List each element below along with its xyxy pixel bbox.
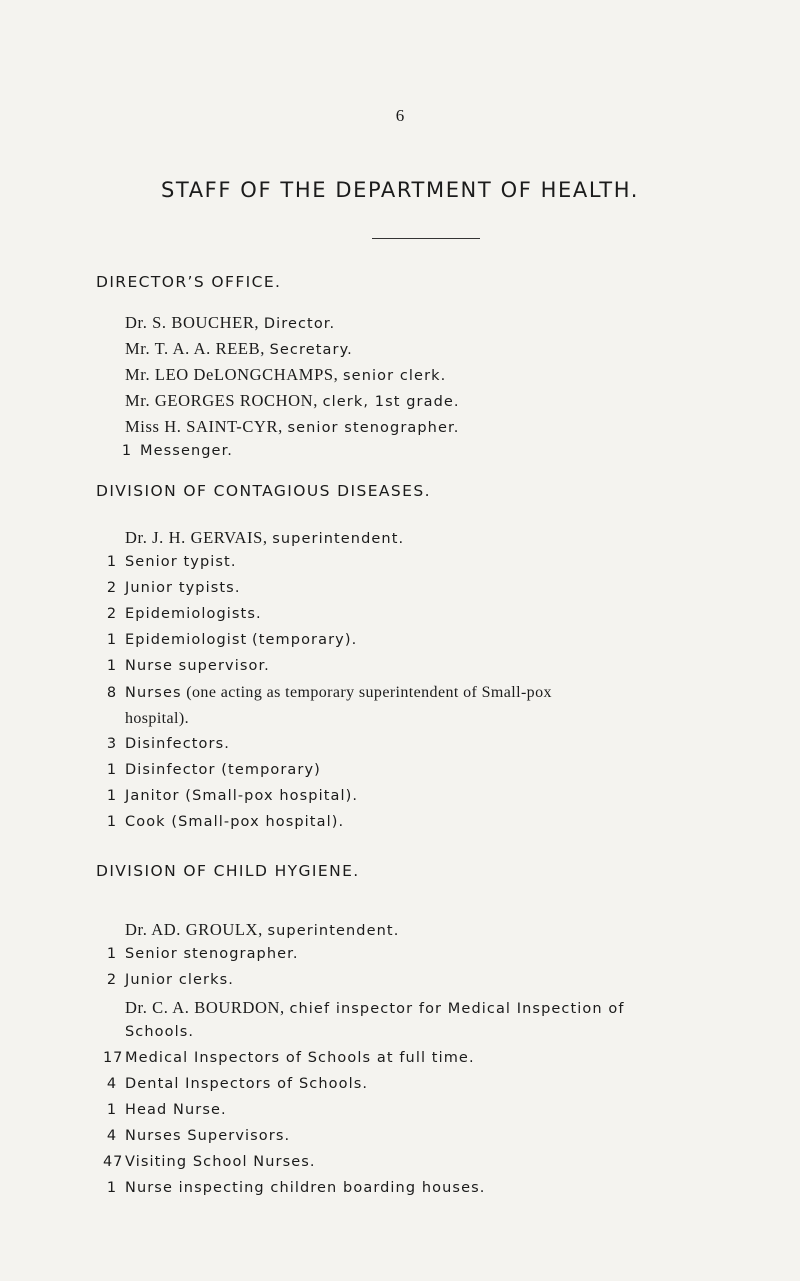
staff-line [125,998,625,1024]
staff-line [103,972,234,998]
staff-line [125,417,459,443]
staff-role: Dental Inspectors of Schools. [125,1076,369,1092]
staff-count: 2 [106,972,117,988]
staff-count: 1 [106,1180,117,1196]
staff-line [103,788,358,814]
staff-role: Nurse inspecting children boarding houses. [125,1180,486,1196]
staff-line [103,1154,316,1180]
staff-line-continuation [125,710,189,736]
staff-line [125,528,404,554]
staff-name: Miss H. SAINT-CYR, [125,417,283,436]
staff-line [103,1050,475,1076]
staff-name: Dr. J. H. GERVAIS, [125,528,268,547]
staff-name: Dr. S. BOUCHER, [125,313,260,332]
staff-line [103,1102,227,1128]
staff-line [125,313,335,339]
staff-line [125,920,399,946]
staff-role-continuation: hospital). [125,710,189,727]
staff-role: Director. [263,316,336,332]
staff-role-note: (temporary). [251,632,358,648]
staff-count: 1 [106,788,117,804]
staff-role: clerk, 1st grade. [322,394,460,410]
staff-role: Medical Inspectors of Schools at full time. [125,1050,475,1066]
staff-count: 8 [106,685,117,701]
page-number: 6 [395,106,405,125]
staff-count: 1 [106,554,117,570]
staff-role: superintendent. [272,531,405,547]
staff-count: 2 [106,606,117,622]
staff-name: Mr. LEO DeLONGCHAMPS, [125,365,339,384]
staff-name: Mr. GEORGES ROCHON, [125,391,318,410]
staff-role: Janitor (Small-pox hospital). [125,788,359,804]
staff-role: Nurse supervisor. [125,658,270,674]
staff-line [103,684,552,710]
staff-line [103,1180,485,1206]
staff-role: Cook (Small-pox hospital). [125,814,345,830]
staff-role: Visiting School Nurses. [125,1154,316,1170]
staff-role: senior stenographer. [287,420,460,436]
staff-role-continuation: Schools. [125,1024,195,1040]
staff-role: Head Nurse. [125,1102,227,1118]
staff-line [103,814,344,840]
staff-line [103,736,230,762]
staff-role: Epidemiologist [125,632,248,648]
staff-count: 3 [106,736,117,752]
section-heading-contagious-diseases: DIVISION OF CONTAGIOUS DISEASES. [96,482,431,500]
staff-line [125,365,446,391]
page-title: STAFF OF THE DEPARTMENT OF HEALTH. [160,178,640,203]
staff-line [103,580,241,606]
section-heading-directors-office: DIRECTOR’S OFFICE. [96,273,282,291]
staff-line [103,946,299,972]
staff-role: Epidemiologists. [125,606,262,622]
staff-count: 1 [106,632,117,648]
staff-line [103,1076,368,1102]
staff-count: 1 [106,762,117,778]
staff-count: 1 [106,946,117,962]
staff-line [103,632,357,658]
staff-name: Mr. T. A. A. REEB, [125,339,265,358]
staff-role: Senior stenographer. [125,946,299,962]
staff-role-note: (one acting as temporary superintendent of Small-pox [186,684,552,701]
staff-role: Nurses [125,685,182,701]
staff-count: 1 [106,814,117,830]
staff-role: chief inspector for Medical Inspection of [289,1001,625,1017]
staff-count: 1 [106,658,117,674]
staff-role: superintendent. [267,923,400,939]
staff-line [103,554,237,580]
title-divider [372,238,480,239]
staff-name: Dr. C. A. BOURDON, [125,998,285,1017]
staff-role: Junior typists. [125,580,241,596]
staff-name: Dr. AD. GROULX, [125,920,263,939]
staff-role: Secretary. [269,342,353,358]
staff-role: senior clerk. [343,368,447,384]
staff-count: 4 [106,1128,117,1144]
staff-role: Senior typist. [125,554,237,570]
staff-line [125,339,353,365]
staff-role: Disinfector (temporary) [125,762,321,778]
staff-count: 1 [121,443,132,459]
staff-count: 47 [103,1154,124,1170]
staff-role: Junior clerks. [125,972,234,988]
staff-line [118,443,233,469]
staff-role: Nurses Supervisors. [125,1128,291,1144]
staff-line [103,606,262,632]
staff-count: 2 [106,580,117,596]
staff-line [103,1128,290,1154]
staff-line [103,658,270,684]
staff-count: 4 [106,1076,117,1092]
section-heading-child-hygiene: DIVISION OF CHILD HYGIENE. [96,862,360,880]
staff-count: 1 [106,1102,117,1118]
staff-line [125,391,460,417]
staff-role: Disinfectors. [125,736,230,752]
staff-line [103,762,321,788]
staff-line-continuation [125,1024,194,1050]
staff-role: Messenger. [140,443,234,459]
staff-count: 17 [103,1050,124,1066]
